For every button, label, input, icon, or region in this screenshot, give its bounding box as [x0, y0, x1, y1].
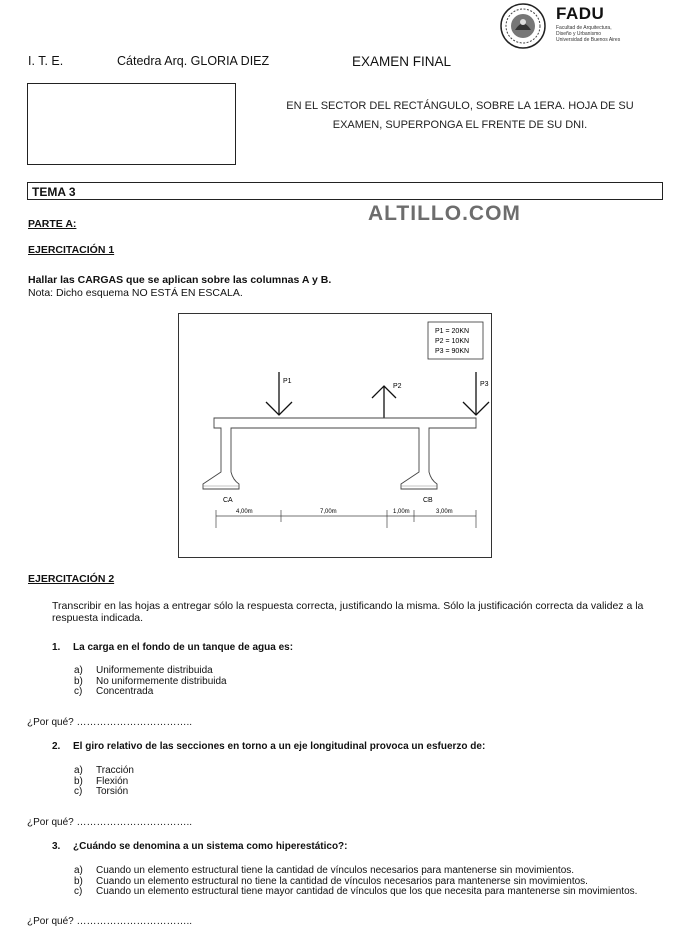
- university-seal-logo: [500, 3, 546, 49]
- dni-placement-box: [27, 83, 236, 165]
- dim-7m: 7,00m: [320, 509, 337, 515]
- dim-4m: 4,00m: [236, 509, 253, 515]
- load-p2-label: P2: [393, 383, 402, 390]
- ej2-instructions: Transcribir en las hojas a entregar sólo la respuesta correcta, justificando la misma. Sólo la justificación correcta da validez a la respuesta indicada.: [52, 600, 644, 624]
- por-que-2: ¿Por qué? ……………………………..: [27, 817, 193, 828]
- option-item: c) Cuando un elemento estructural tiene mayor cantidad de vínculos que los que necesita para mantenerse sin movimientos.: [74, 886, 638, 897]
- load-p1-label: P1: [283, 378, 292, 385]
- ej1-title: EJERCITACIÓN 1: [28, 244, 115, 256]
- question-3-options: [74, 866, 644, 898]
- por-que-1: ¿Por qué? ……………………………..: [27, 717, 193, 728]
- load-p3-label: P3: [480, 381, 489, 388]
- dim-1m: 1,00m: [393, 509, 410, 515]
- header-exam-title: EXAMEN FINAL: [352, 54, 452, 69]
- ej2-title: EJERCITACIÓN 2: [28, 573, 115, 585]
- ej1-statement: Hallar las CARGAS que se aplican sobre las columnas A y B.: [28, 274, 332, 286]
- question-3: 3. ¿Cuándo se denomina a un sistema como hiperestático?:: [52, 841, 348, 852]
- beam-diagram: [178, 313, 492, 558]
- tema-heading: TEMA 3: [27, 182, 663, 200]
- load-p2-arrow: [372, 386, 396, 418]
- option-item: b) No uniformemente distribuida: [74, 675, 227, 687]
- support-a-label: CA: [223, 497, 233, 504]
- option-item: c) Concentrada: [74, 686, 154, 697]
- beam-and-columns: [203, 418, 476, 489]
- question-1-options: [74, 666, 227, 698]
- support-b-label: CB: [423, 497, 433, 504]
- fadu-logo-text: FADU: [556, 4, 605, 23]
- dim-3m: 3,00m: [436, 509, 453, 515]
- load-p2-value: P2 = 10KN: [435, 338, 470, 345]
- load-p1-value: P1 = 20KN: [435, 328, 470, 335]
- header-course: I. T. E.: [28, 54, 64, 68]
- load-p3-arrow: [463, 372, 489, 415]
- fadu-logo-subtitle: Facultad de Arquitectura, Diseño y Urbanismo Universidad de Buenos Aires: [556, 25, 621, 43]
- question-2-options: [74, 766, 134, 798]
- question-1: 1. La carga en el fondo de un tanque de agua es:: [52, 642, 294, 653]
- load-p3-value: P3 = 90KN: [435, 348, 470, 355]
- question-2: 2. El giro relativo de las secciones en torno a un eje longitudinal provoca un esfuerzo de:: [52, 741, 486, 752]
- option-item: a) Tracción: [74, 765, 134, 776]
- ej1-note: Nota: Dicho esquema NO ESTÁ EN ESCALA.: [28, 287, 243, 299]
- option-item: a) Uniformemente distribuida: [74, 665, 213, 676]
- por-que-3: ¿Por qué? ……………………………..: [27, 916, 193, 927]
- watermark: ALTILLO.COM: [368, 202, 521, 225]
- option-item: b) Flexión: [74, 775, 129, 787]
- parte-a-heading: PARTE A:: [28, 218, 77, 230]
- option-item: c) Torsión: [74, 786, 129, 797]
- header-catedra: Cátedra Arq. GLORIA DIEZ: [117, 54, 270, 68]
- option-item: a) Cuando un elemento estructural tiene la cantidad de vínculos necesarios para mantenerse sin movimientos.: [74, 865, 575, 876]
- option-item: b) Cuando un elemento estructural no tiene la cantidad de vínculos necesarios para mantenerse sin movimientos.: [74, 875, 588, 887]
- dni-instruction: EN EL SECTOR DEL RECTÁNGULO, SOBRE LA 1ERA. HOJA DE SU EXAMEN, SUPERPONGA EL FRENTE DE SU DNI.: [286, 100, 634, 131]
